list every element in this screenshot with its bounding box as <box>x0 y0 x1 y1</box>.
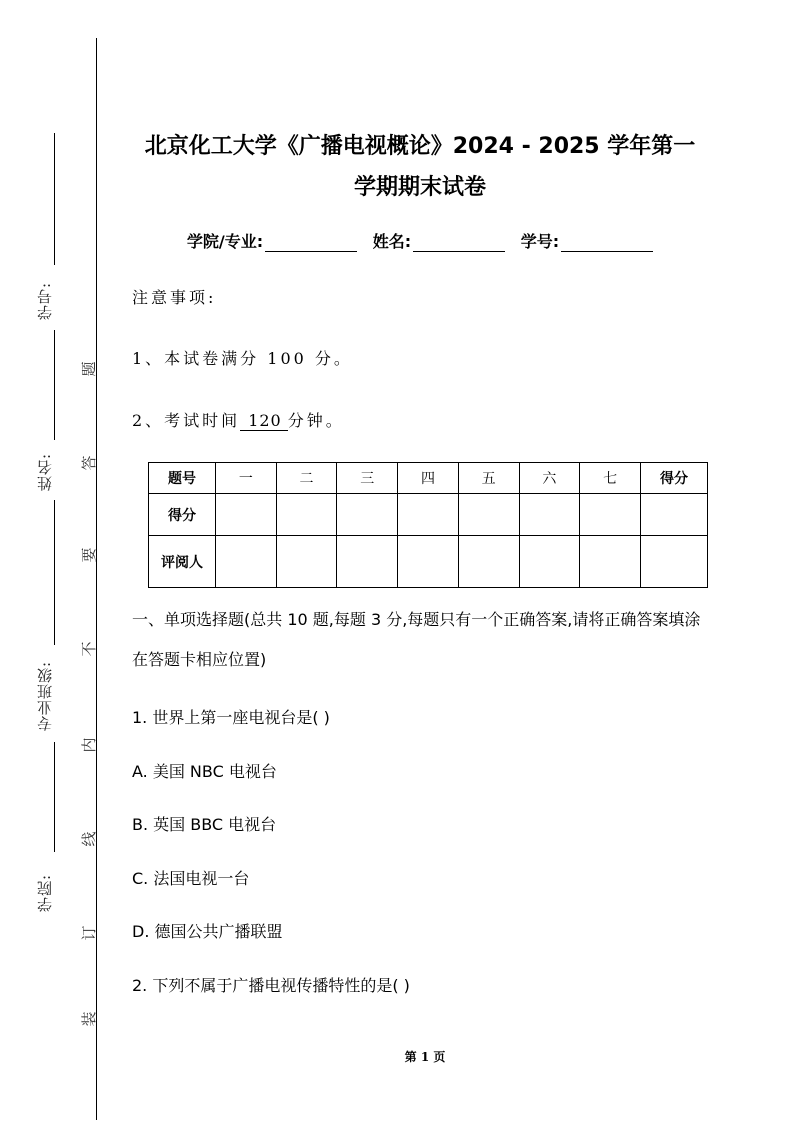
seal-char: 答 <box>80 455 98 471</box>
score-cell[interactable] <box>276 494 337 536</box>
seal-char: 不 <box>80 641 98 657</box>
grader-cell[interactable] <box>519 536 580 588</box>
college-major-field[interactable] <box>265 235 357 252</box>
name-label: 姓名: <box>372 232 412 251</box>
table-header-cell: 三 <box>337 463 398 494</box>
question-1-stem: 1. 世界上第一座电视台是( ) <box>132 708 330 727</box>
exam-title-line1: 北京化工大学《广播电视概论》2024 - 2025 学年第一 <box>144 134 696 159</box>
notice-item-2-prefix: 2、考试时间 <box>132 411 241 430</box>
table-header-cell: 题号 <box>149 463 216 494</box>
notice-item-2-suffix: 分钟。 <box>287 411 345 430</box>
section-1-title: 一、单项选择题(总共 10 题,每题 3 分,每题只有一个正确答案,请将正确答案填涂在答题卡相应位置) <box>132 610 701 669</box>
margin-label-student-id: 学号: <box>36 281 54 321</box>
score-cell[interactable] <box>337 494 398 536</box>
question-1-option-d[interactable]: D. 德国公共广播联盟 <box>132 922 283 941</box>
score-cell[interactable] <box>398 494 459 536</box>
class-underline <box>54 500 55 645</box>
seal-char: 内 <box>80 737 98 753</box>
row-label-grader: 评阅人 <box>149 536 216 588</box>
table-header-cell: 六 <box>519 463 580 494</box>
score-cell[interactable] <box>519 494 580 536</box>
notice-item-1: 1、本试卷满分 100 分。 <box>132 349 353 368</box>
binding-line <box>96 38 97 1120</box>
table-header-cell: 得分 <box>641 463 708 494</box>
table-row-score <box>149 494 708 536</box>
seal-char: 装 <box>80 1011 98 1027</box>
exam-title-line2: 学期期末试卷 <box>353 175 486 200</box>
question-1-option-c[interactable]: C. 法国电视一台 <box>132 869 250 888</box>
student-id-label: 学号: <box>520 232 560 251</box>
margin-label-college: 学院: <box>36 873 54 913</box>
question-1-option-a[interactable]: A. 美国 NBC 电视台 <box>132 762 277 781</box>
margin-label-name: 姓名: <box>36 452 54 492</box>
page-number: 第 1 页 <box>404 1050 446 1064</box>
grader-cell[interactable] <box>580 536 641 588</box>
grader-cell[interactable] <box>458 536 519 588</box>
table-header-cell: 一 <box>216 463 277 494</box>
seal-char: 要 <box>80 547 98 563</box>
table-header-cell: 四 <box>398 463 459 494</box>
seal-char: 线 <box>80 831 98 847</box>
grader-cell[interactable] <box>641 536 708 588</box>
seal-char: 订 <box>80 925 98 941</box>
notice-item-2 <box>132 408 345 431</box>
table-header-cell: 二 <box>276 463 337 494</box>
student-id-underline <box>54 133 55 265</box>
student-info-row <box>130 229 710 252</box>
row-label-score: 得分 <box>149 494 216 536</box>
college-major-label: 学院/专业: <box>186 232 264 251</box>
score-table <box>148 462 708 588</box>
margin-label-major-class: 专业班级: <box>36 660 54 732</box>
grader-cell[interactable] <box>216 536 277 588</box>
grader-cell[interactable] <box>337 536 398 588</box>
grader-cell[interactable] <box>398 536 459 588</box>
exam-duration-value: 120 <box>240 411 288 431</box>
score-cell[interactable] <box>458 494 519 536</box>
score-table-header-row <box>149 463 708 494</box>
name-field[interactable] <box>413 235 505 252</box>
score-cell[interactable] <box>216 494 277 536</box>
seal-char: 题 <box>80 361 98 377</box>
score-cell[interactable] <box>641 494 708 536</box>
question-2-stem: 2. 下列不属于广播电视传播特性的是( ) <box>132 976 410 995</box>
student-id-field[interactable] <box>561 235 653 252</box>
table-row-grader <box>149 536 708 588</box>
table-header-cell: 五 <box>458 463 519 494</box>
table-header-cell: 七 <box>580 463 641 494</box>
notice-heading: 注意事项: <box>132 288 217 307</box>
question-1-option-b[interactable]: B. 英国 BBC 电视台 <box>132 815 277 834</box>
score-cell[interactable] <box>580 494 641 536</box>
college-underline <box>54 742 55 852</box>
name-underline <box>54 330 55 440</box>
grader-cell[interactable] <box>276 536 337 588</box>
